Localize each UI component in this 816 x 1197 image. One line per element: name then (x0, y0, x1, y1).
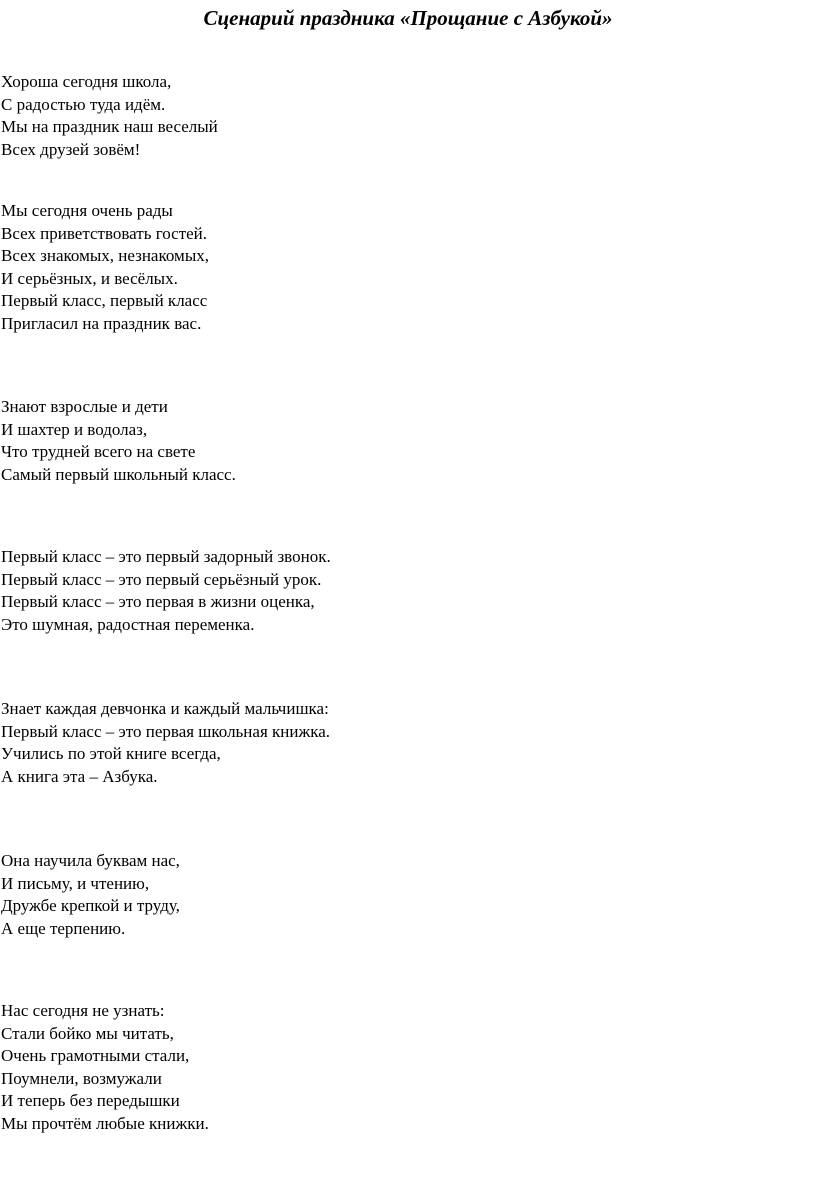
poem-line: А книга эта – Азбука. (1, 766, 158, 786)
stanza (1, 396, 236, 486)
poem-line: Нас сегодня не узнать: (1, 1001, 165, 1020)
poem-line: Первый класс – это первая школьная книжка. (1, 721, 331, 741)
poem-line: Пригласил на праздник вас. (1, 313, 202, 333)
stanza (1, 850, 180, 940)
poem-line: Дружбе крепкой и труду, (1, 896, 180, 915)
poem-line: Она научила буквам нас, (1, 851, 180, 870)
poem-line: С радостью туда идём. (1, 94, 166, 114)
poem-line: Что трудней всего на свете (1, 442, 196, 461)
poem-line: И серьёзных, и весёлых. (1, 268, 178, 288)
poem-line: Первый класс – это первая в жизни оценка, (1, 592, 315, 611)
poem-line: И теперь без передышки (1, 1091, 180, 1110)
poem-line: Первый класс – это первый серьёзный урок. (1, 569, 322, 589)
poem-line: Стали бойко мы читать, (1, 1023, 174, 1043)
poem-line: Знает каждая девчонка и каждый мальчишка: (1, 699, 329, 718)
poem-line: Это шумная, радостная переменка. (1, 614, 255, 634)
poem-line: Хороша сегодня школа, (1, 72, 172, 91)
poem-line: А еще терпению. (1, 918, 126, 938)
poem-line: Самый первый школьный класс. (1, 464, 236, 484)
stanza (1, 546, 331, 636)
poem-line: И письму, и чтению, (1, 873, 150, 893)
poem-line: Всех знакомых, незнакомых, (1, 246, 209, 265)
poem-line: Мы на праздник наш веселый (1, 117, 218, 136)
poem-line: И шахтер и водолаз, (1, 419, 148, 439)
stanza (1, 71, 218, 161)
stanza (1, 1000, 209, 1135)
poem-line: Очень грамотными стали, (1, 1046, 190, 1065)
stanza (1, 200, 209, 335)
poem-line: Первый класс, первый класс (1, 291, 208, 310)
poem-line: Мы прочтём любые книжки. (1, 1113, 209, 1133)
document-title: Сценарий праздника «Прощание с Азбукой» (203, 6, 613, 30)
poem-line: Знают взрослые и дети (1, 397, 168, 416)
poem-line: Всех друзей зовём! (1, 139, 141, 159)
poem-line: Всех приветствовать гостей. (1, 223, 208, 243)
poem-line: Учились по этой книге всегда, (1, 744, 221, 763)
poem-line: Мы сегодня очень рады (1, 201, 173, 220)
poem-line: Поумнели, возмужали (1, 1068, 162, 1088)
poem-line: Первый класс – это первый задорный звонок. (1, 547, 331, 566)
stanza (1, 698, 330, 788)
